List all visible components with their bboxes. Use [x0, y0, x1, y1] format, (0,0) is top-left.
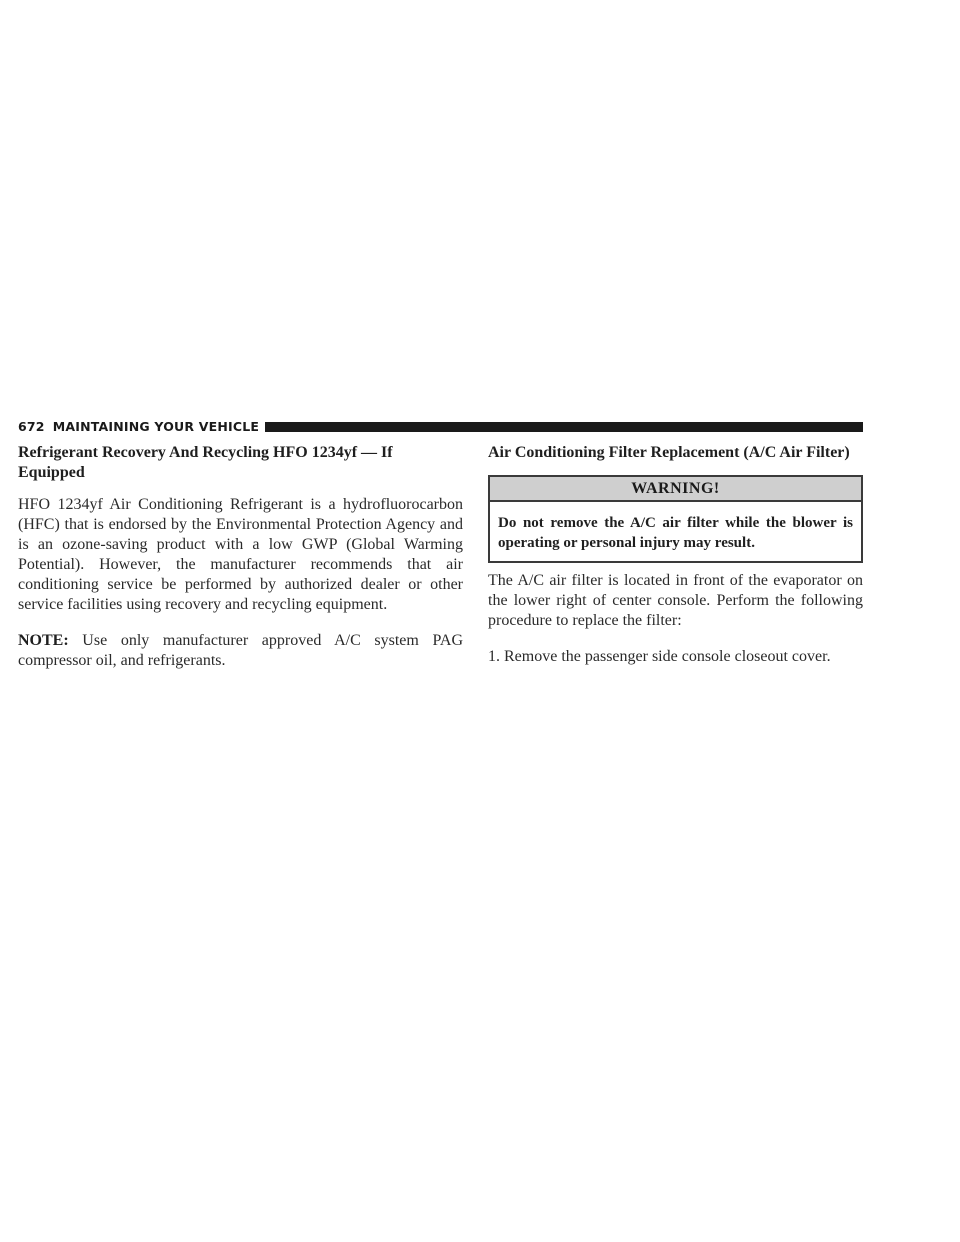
page-header [18, 417, 863, 435]
note-label: NOTE: [18, 632, 69, 649]
warning-text: Do not remove the A/C air filter while the blower is operating or personal injury may result. [498, 515, 853, 551]
right-column [488, 443, 863, 667]
left-column [18, 443, 463, 671]
refrigerant-paragraph: HFO 1234yf Air Conditioning Refrigerant is a hydrofluorocarbon (HFC) that is endorsed by the Environmental Protection Agency and is an ozone-saving product with a low GWP (Global Warming Potential). However, the manufacturer recommends that air conditioning service be performed by authorized dealer or other service facilities using recovery and recycling equipment. [18, 496, 463, 613]
warning-box [488, 475, 863, 563]
header-rule [265, 422, 863, 432]
note-text: Use only manufacturer approved A/C system PAG compressor oil, and refrigerants. [18, 632, 463, 669]
header-label [18, 419, 265, 434]
warning-title: WARNING! [490, 477, 861, 502]
filter-location-paragraph: The A/C air filter is located in front of the evaporator on the lower right of center console. Perform the following procedure to replace the filter: [488, 572, 863, 629]
note-paragraph [18, 631, 463, 671]
page-number: 672 [18, 418, 45, 434]
section-title: MAINTAINING YOUR VEHICLE [52, 418, 260, 434]
filter-replacement-heading: Air Conditioning Filter Replacement (A/C Air Filter) [488, 444, 850, 461]
refrigerant-recovery-heading: Refrigerant Recovery And Recycling HFO 1234yf — If Equipped [18, 444, 393, 481]
procedure-step-1: 1. Remove the passenger side console closeout cover. [488, 648, 831, 665]
